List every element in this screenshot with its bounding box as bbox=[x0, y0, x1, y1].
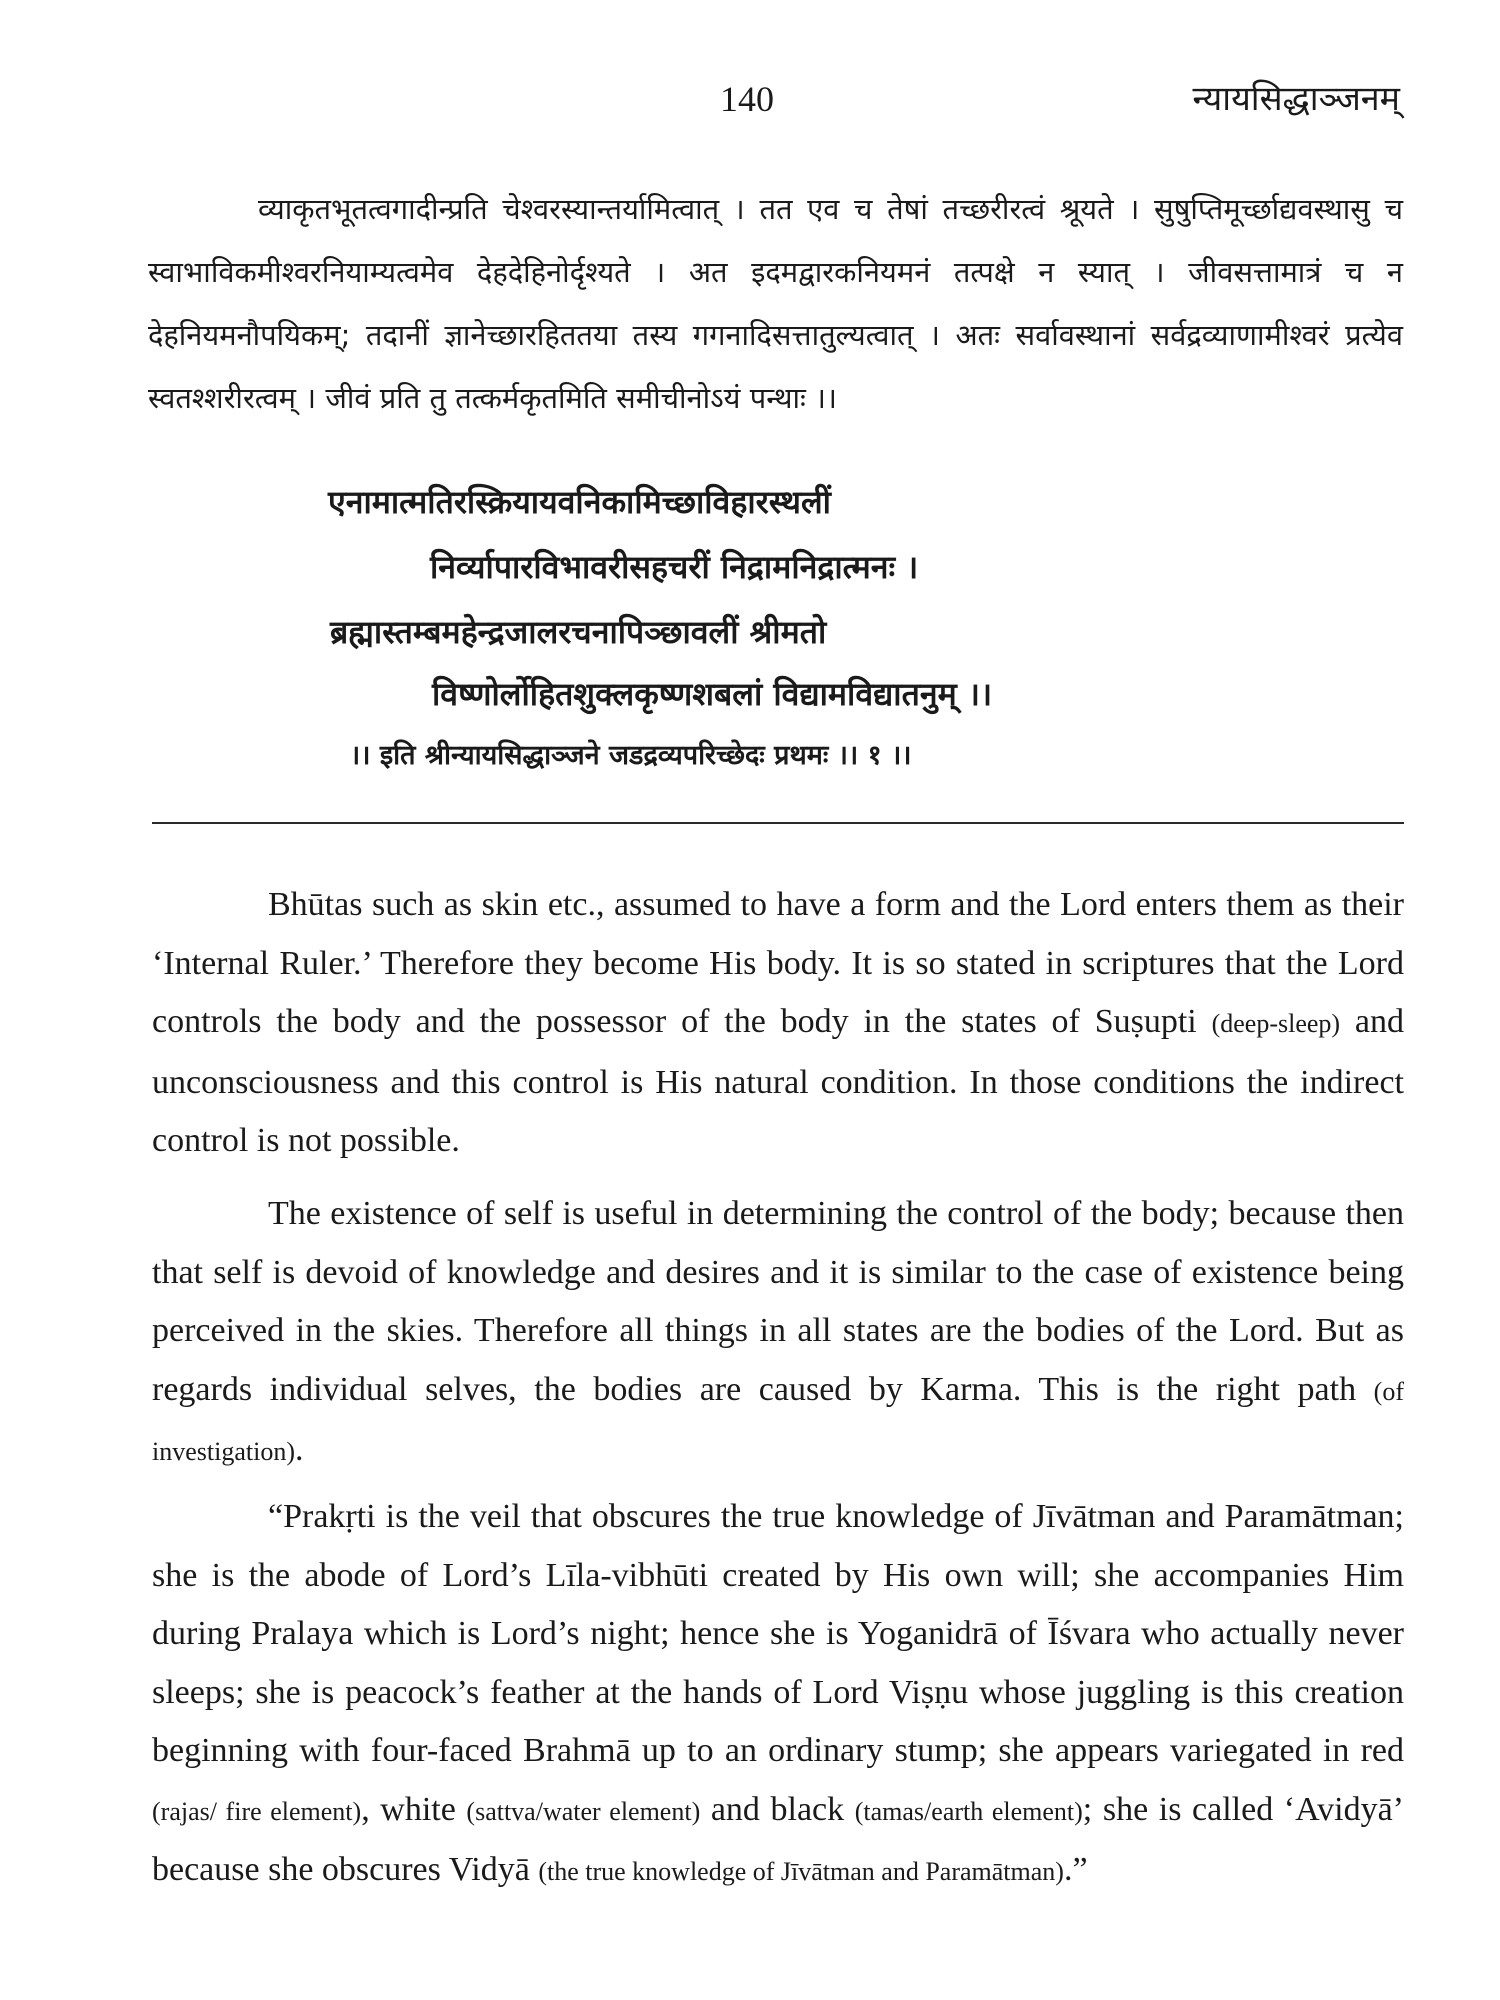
p2-gloss-1: (of investigation) bbox=[152, 1376, 1404, 1466]
english-paragraph-1 bbox=[152, 876, 1404, 1171]
verse-line-3: ब्रह्मास्तम्बमहेन्द्रजालरचनापिञ्छावलीं श्रीमतो bbox=[330, 613, 827, 651]
running-title: न्यायसिद्धाञ्जनम् bbox=[1192, 79, 1400, 119]
section-divider bbox=[152, 822, 1404, 824]
p3-text-5: .” bbox=[1063, 1851, 1088, 1888]
p3-text-1: “Prakṛti is the veil that obscures the true knowledge of Jīvātman and Paramātman; she is the abode of Lord’s Līla-vibhūti created by His own will; she accompanies Him during Pralaya which is Lord’s night; hence she is Yoganidrā of Īśvara who actually never sleeps; she is peacock’s feather at the hands of Lord Viṣṇu whose juggling is this creation beginning with four-faced Brahmā up to an ordinary stump; she appears variegated in red bbox=[152, 1498, 1404, 1769]
verse-line-4: विष्णोर्लोहितशुक्लकृष्णशबलां विद्यामविद्यातनुम् ।। bbox=[432, 675, 993, 713]
verse-line-2: निर्व्यापारविभावरीसहचरीं निद्रामनिद्रात्मनः । bbox=[430, 548, 919, 586]
english-paragraph-3 bbox=[152, 1488, 1404, 1902]
chapter-colophon: ।। इति श्रीन्यायसिद्धाञ्जने जडद्रव्यपरिच्छेदः प्रथमः ।। १ ।। bbox=[350, 740, 912, 771]
p1-text-2: and unconsciousness and this control is His natural condition. In those conditions the indirect control is not possible. bbox=[152, 1003, 1404, 1159]
p3-gloss-2: (sattva/water element) bbox=[466, 1796, 701, 1826]
sanskrit-text: व्याकृतभूतत्वगादीन्प्रति चेश्वरस्यान्तर्यामित्वात् । तत एव च तेषां तच्छरीरत्वं श्रूयते । सुषुप्तिमूर्च्छाद्यवस्थासु च स्वाभाविकमीश्वरनियाम्यत्वमेव देहदेहिनोर्दृश्यते । अत इदमद्वारकनियमनं तत्पक्षे न स्यात् । जीवसत्तामात्रं च न देहनियमनौपयिकम्; तदानीं ज्ञानेच्छारहिततया तस्य गगनादिसत्तातुल्यत्वात् । अतः सर्वावस्थानां सर्वद्रव्याणामीश्वरं प्रत्येव स्वतश्शरीरत्वम् । जीवं प्रति तु तत्कर्मकृतमिति समीचीनोऽयं पन्थाः ।। bbox=[148, 192, 1403, 415]
p3-gloss-3: (tamas/earth element) bbox=[854, 1796, 1083, 1826]
p1-text-1: Bhūtas such as skin etc., assumed to have a form and the Lord enters them as their ‘Internal Ruler.’ Therefore they become His body. It is so stated in scriptures that the Lord controls the body and the possessor of the body in the states of Suṣupti bbox=[152, 886, 1404, 1040]
p3-text-3: and black bbox=[700, 1790, 855, 1828]
page-number: 140 bbox=[720, 79, 774, 119]
p3-gloss-4: (the true knowledge of Jīvātman and Paramātman) bbox=[538, 1857, 1064, 1886]
p2-text-2: . bbox=[294, 1431, 304, 1468]
p3-gloss-1: (rajas/ fire element) bbox=[152, 1796, 362, 1826]
p2-text-1: The existence of self is useful in determining the control of the body; because then that self is devoid of knowledge and desires and it is similar to the case of existence being perceived in the skies. Therefore all things in all states are the bodies of the Lord. But as regards individual selves, the bodies are caused by Karma. This is the right path bbox=[152, 1195, 1404, 1408]
sanskrit-paragraph bbox=[148, 178, 1403, 430]
p1-gloss-1: (deep-sleep) bbox=[1211, 1009, 1341, 1038]
english-paragraph-2 bbox=[152, 1185, 1404, 1482]
verse-line-1: एनामात्मतिरस्क्रियायवनिकामिच्छाविहारस्थलीं bbox=[328, 483, 831, 521]
p3-text-2: , white bbox=[361, 1790, 467, 1828]
p3-text-4: ; she is called ‘Avidyā’ because she obscures Vidyā bbox=[152, 1790, 1405, 1888]
